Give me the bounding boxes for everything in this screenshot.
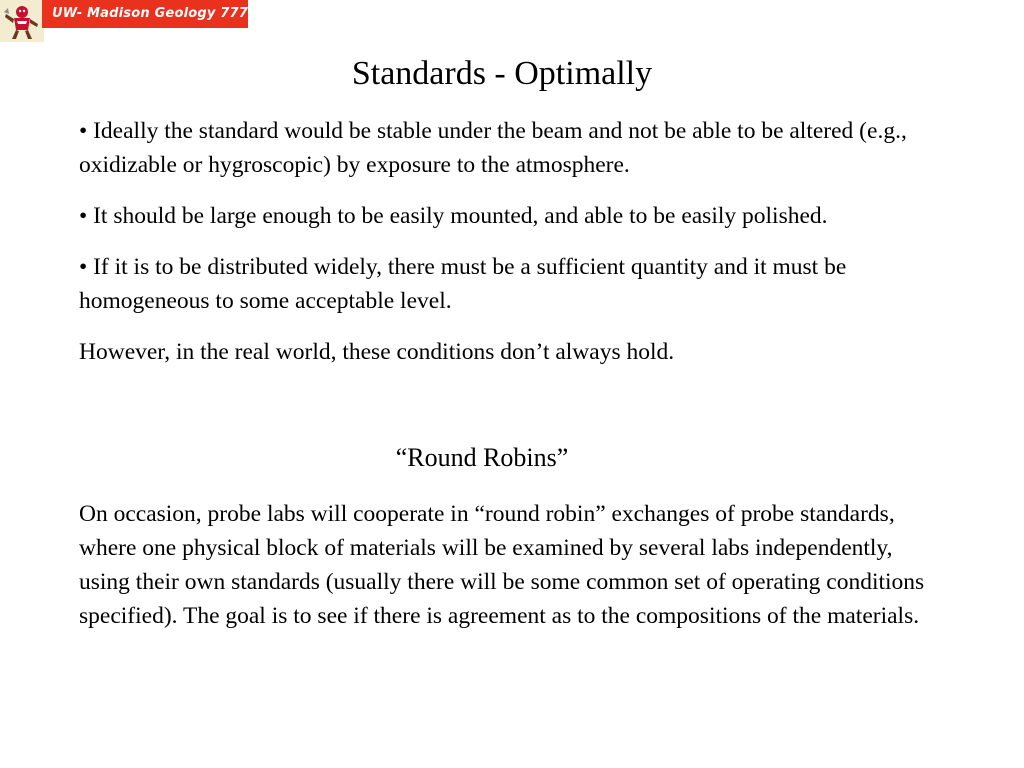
slide-title: Standards - Optimally	[351, 55, 653, 92]
bullet-item: • Ideally the standard would be stable under the beam and not be able to be altered (e.g., oxidizable or hygroscopic) by exposure to the atmosphere.	[79, 118, 907, 178]
section-body: On occasion, probe labs will cooperate in “round robin” exchanges of probe standards, where one physical block of materials will be examined by several labs independently, using their own standards (usually there will be some common set of operating conditions specified). The goal is to see if there is agreement as to the compositions of the materials.	[79, 501, 925, 629]
bullet-list	[79, 114, 959, 386]
bullet-item: • If it is to be distributed widely, there must be a sufficient quantity and it must be homogeneous to some acceptable level.	[79, 254, 847, 314]
badger-logo-icon	[0, 0, 44, 42]
badger-logo-icon-graphic	[0, 0, 44, 42]
course-banner: UW- Madison Geology 777	[42, 0, 248, 28]
bullet-item: • It should be large enough to be easily mounted, and able to be easily polished.	[79, 203, 828, 229]
section-title: “Round Robins”	[395, 443, 569, 472]
closing-statement: However, in the real world, these conditions don’t always hold.	[79, 339, 675, 365]
